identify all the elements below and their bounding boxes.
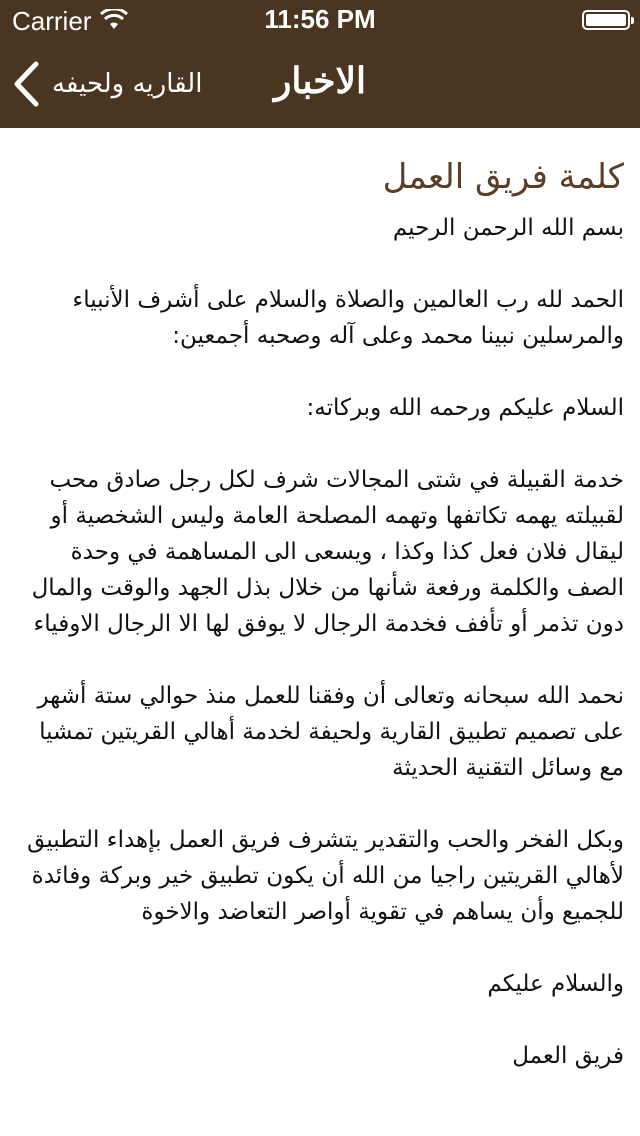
back-button[interactable] <box>12 54 202 114</box>
chevron-left-icon <box>12 61 40 107</box>
carrier-label: Carrier <box>12 6 92 36</box>
top-bar <box>0 0 640 128</box>
status-time: 11:56 PM <box>264 4 376 34</box>
article-paragraph-basmala: بسم الله الرحمن الرحيم <box>392 215 624 241</box>
navigation-bar <box>0 40 640 128</box>
back-button-label[interactable]: القاريه ولحيفه <box>52 69 203 99</box>
article-paragraph-thanks: نحمد الله سبحانه وتعالى أن وفقنا للعمل منذ حوالي ستة أشهر على تصميم تطبيق القارية ولحيفة لخدمة أهالي القريتين تمشيا مع وسائل التقنية الحديثة <box>37 683 624 781</box>
article-paragraph-praise: الحمد لله رب العالمين والصلاة والسلام على أشرف الأنبياء والمرسلين نبينا محمد وعلى آله وصحبه أجمعين: <box>72 287 624 349</box>
article-content <box>18 150 624 1130</box>
article-signature: فريق العمل <box>512 1043 624 1069</box>
article-paragraph-dedication: وبكل الفخر والحب والتقدير يتشرف فريق العمل بإهداء التطبيق لأهالي القريتين راجيا من الله أن يكون تطبيق خير وبركة وفائدة للجميع وأن يساهم في تقوية أواصر التعاضد والاخوة <box>27 827 624 925</box>
page-title: الاخبار <box>273 60 366 102</box>
status-bar <box>0 0 640 40</box>
battery-icon <box>582 10 630 30</box>
article-title: كلمة فريق العمل <box>382 157 624 197</box>
article-paragraph-farewell: والسلام عليكم <box>487 971 624 997</box>
article-paragraph-greeting: السلام عليكم ورحمه الله وبركاته: <box>306 395 624 421</box>
article-paragraph-service: خدمة القبيلة في شتى المجالات شرف لكل رجل صادق محب لقبيلته يهمه تكاتفها وتهمه المصلحة العامة وليس الشخصية أو ليقال فلان فعل كذا وكذا ، ويسعى الى المساهمة في وحدة الصف والكلمة ورفعة شأنها من خلال بذل الجهد والوقت والمال دون تذمر أو تأفف فخدمة الرجال لا يوفق لها الا الرجال الاوفياء <box>31 467 624 637</box>
